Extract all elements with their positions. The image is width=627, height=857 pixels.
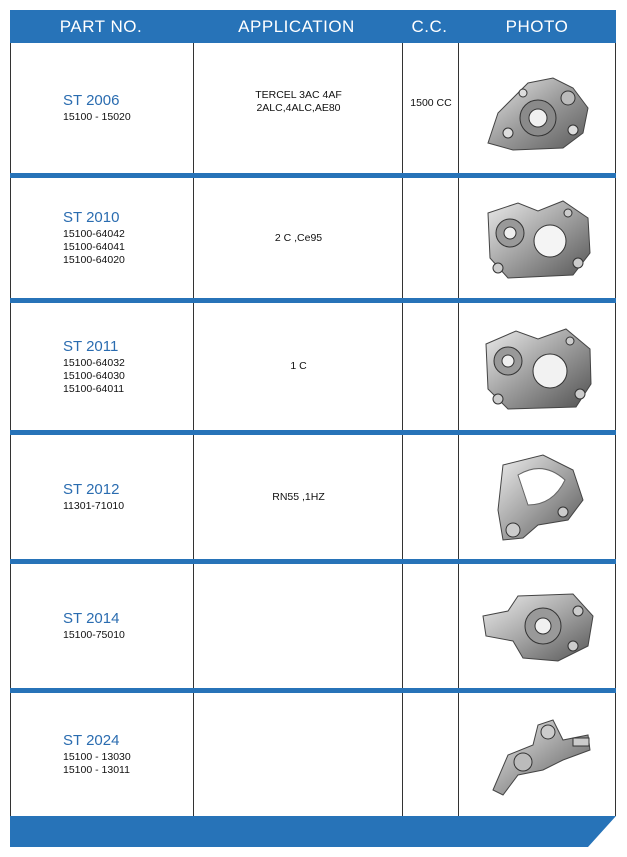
application-cell: [194, 178, 403, 298]
oil-pump-photo: [459, 43, 616, 173]
table-row: [10, 178, 616, 298]
catalog-page: [10, 10, 616, 847]
oil-pump-icon: [473, 58, 603, 158]
part-number: ST 2006: [63, 92, 120, 109]
part-number: ST 2012: [63, 481, 120, 498]
oem-number: 15100-64030: [63, 369, 125, 382]
table-row: [10, 564, 616, 688]
oil-pump-photo: [459, 435, 616, 559]
oem-number: 15100-64042: [63, 228, 125, 240]
cc-cell: [403, 435, 459, 559]
oem-number: 15100-64032: [63, 356, 125, 369]
cc-value: 1500 CC: [410, 97, 452, 109]
part-cell: [11, 303, 193, 430]
table-row: [10, 435, 616, 559]
footer-bar: [10, 816, 616, 847]
oem-number: 15100-64011: [63, 382, 125, 395]
application-cell: [194, 303, 403, 430]
table-row: [10, 303, 616, 430]
table-row: [10, 693, 616, 816]
oem-number: 15100 - 13011: [63, 764, 130, 776]
cc-cell: [403, 693, 459, 816]
header-application: APPLICATION: [238, 16, 355, 36]
oem-number: 15100-64020: [63, 254, 125, 266]
part-cell: [11, 43, 193, 173]
header-part-no: PART NO.: [59, 16, 143, 36]
application-cell: [194, 43, 403, 173]
part-number: ST 2014: [63, 610, 120, 627]
part-number: ST 2011: [63, 337, 119, 355]
part-cell: [11, 693, 193, 816]
oil-pump-photo: [459, 303, 616, 430]
oem-number: 15100-75010: [63, 629, 125, 641]
oem-number: 15100 - 13030: [63, 751, 131, 763]
cc-cell: [403, 564, 459, 688]
oem-number: 11301-71010: [63, 500, 125, 512]
application-line: RN55 ,1HZ: [272, 490, 325, 503]
cc-cell: [403, 43, 459, 173]
application-cell: [194, 435, 403, 559]
application-line: 2 C ,Ce95: [274, 231, 323, 244]
part-cell: [11, 178, 193, 298]
part-cell: [11, 564, 193, 688]
application-line: TERCEL 3AC 4AF: [255, 89, 342, 101]
oem-number: 15100 - 15020: [63, 111, 131, 123]
oil-pump-photo: [459, 564, 616, 688]
header-cc: C.C.: [411, 16, 448, 36]
oil-pump-photo: [459, 693, 616, 816]
cc-cell: [403, 303, 459, 430]
table-row: [10, 43, 616, 173]
part-number: ST 2010: [63, 209, 120, 226]
oem-number: 15100-64041: [63, 241, 125, 253]
oil-pump-photo: [459, 178, 616, 298]
application-cell: [194, 693, 403, 816]
part-number: ST 2024: [63, 732, 120, 749]
application-cell: [194, 564, 403, 688]
application-line: 2ALC,4ALC,AE80: [256, 102, 341, 114]
table-header: [10, 10, 616, 43]
oil-pump-icon: [478, 319, 598, 414]
part-cell: [11, 435, 193, 559]
cc-cell: [403, 178, 459, 298]
oil-pump-icon: [478, 586, 598, 666]
oil-pump-icon: [483, 450, 593, 545]
oil-pump-icon: [478, 710, 598, 800]
header-photo: PHOTO: [505, 16, 569, 36]
oil-pump-icon: [478, 193, 598, 283]
application-line: 1 C: [290, 360, 307, 372]
